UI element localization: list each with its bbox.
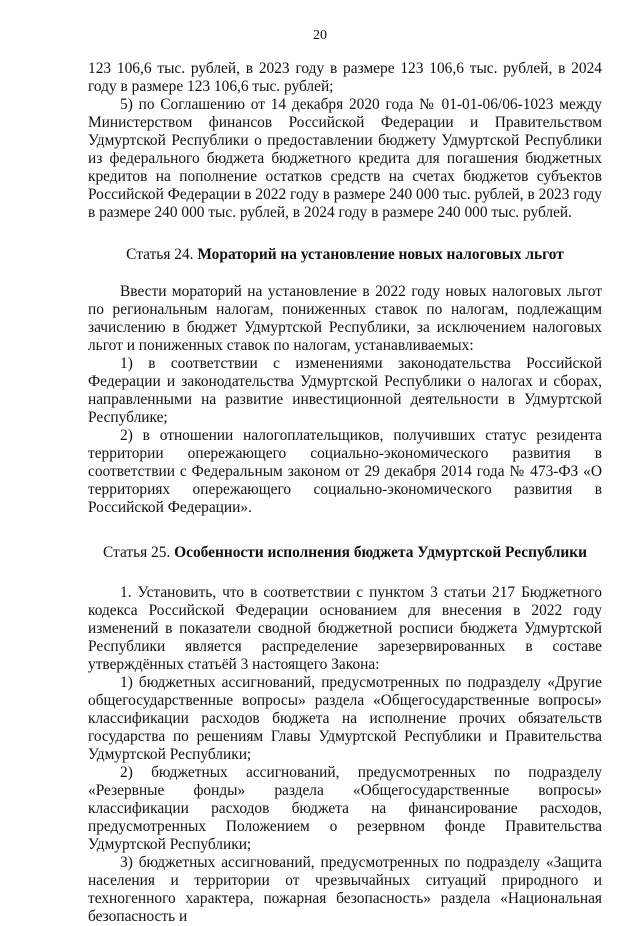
paragraph-agreement-5: 5) по Соглашению от 14 декабря 2020 года № 01-01-06/06-1023 между Министерством финансов Российской Федерации и Правительством Удмуртской Республики о предоставлении бюджету Удмуртской Республики из федерального бюджета бюджетного кредита для погашения бюджетных кредитов на пополнение остатков средств на счетах бюджетов субъектов Российской Федерации в 2022 году в размере 240 000 тыс. рублей, в 2023 году в размере 240 000 тыс. рублей, в 2024 году в размере 240 000 тыс. рублей. <box>88 96 602 221</box>
article-25-item-3: 3) бюджетных ассигнований, предусмотренных по подразделу «Защита населения и территории от чрезвычайных ситуаций природного и техногенного характера, пожарная безопасность» раздела «Национальная безопасность и <box>88 854 602 925</box>
article-24-label: Статья 24. <box>126 246 194 263</box>
article-25-heading <box>88 544 602 562</box>
article-25-label: Статья 25. <box>102 544 171 561</box>
article-25-title: Особенности исполнения бюджета Удмуртской Республики <box>174 544 588 561</box>
article-24-item-2: 2) в отношении налогоплательщиков, получивших статус резидента территории опережающего социально-экономического развития в соответствии с Федеральным законом от 29 декабря 2014 года № 473-ФЗ «О территориях опережающего социально-экономического развития в Российской Федерации». <box>88 427 602 516</box>
article-24-paragraph: Ввести мораторий на установление в 2022 году новых налоговых льгот по региональным налогам, пониженных ставок по налогам, подлежащим зачислению в бюджет Удмуртской Республики, за исключением налоговых льгот и пониженных ставок по налогам, устанавливаемых: <box>88 283 602 354</box>
article-24-heading <box>88 246 602 264</box>
paragraph-continuation: 123 106,6 тыс. рублей, в 2023 году в размере 123 106,6 тыс. рублей, в 2024 году в размере 123 106,6 тыс. рублей; <box>88 60 602 95</box>
article-24-title: Мораторий на установление новых налоговых льгот <box>197 246 564 263</box>
article-25-item-1: 1) бюджетных ассигнований, предусмотренных по подразделу «Другие общегосударственные вопросы» раздела «Общегосударственные вопросы» классификации расходов бюджета на исполнение прочих обязательств государства по решениям Главы Удмуртской Республики и Правительства Удмуртской Республики; <box>88 674 602 763</box>
page-number: 20 <box>313 28 327 43</box>
article-24-item-1: 1) в соответствии с изменениями законодательства Российской Федерации и законодательства Удмуртской Республики о налогах и сборах, направленными на развитие инвестиционной деятельности в Удмуртской Республике; <box>88 355 602 426</box>
document-body <box>88 60 602 926</box>
article-25-paragraph-1: 1. Установить, что в соответствии с пунктом 3 статьи 217 Бюджетного кодекса Российской Федерации основанием для внесения в 2022 году изменений в показатели сводной бюджетной росписи бюджета Удмуртской Республики является распределение зарезервированных в составе утверждённых статьёй 3 настоящего Закона: <box>88 584 602 673</box>
article-25-item-2: 2) бюджетных ассигнований, предусмотренных по подразделу «Резервные фонды» раздела «Общегосударственные вопросы» классификации расходов бюджета на финансирование расходов, предусмотренных Положением о резервном фонде Правительства Удмуртской Республики; <box>88 764 602 853</box>
